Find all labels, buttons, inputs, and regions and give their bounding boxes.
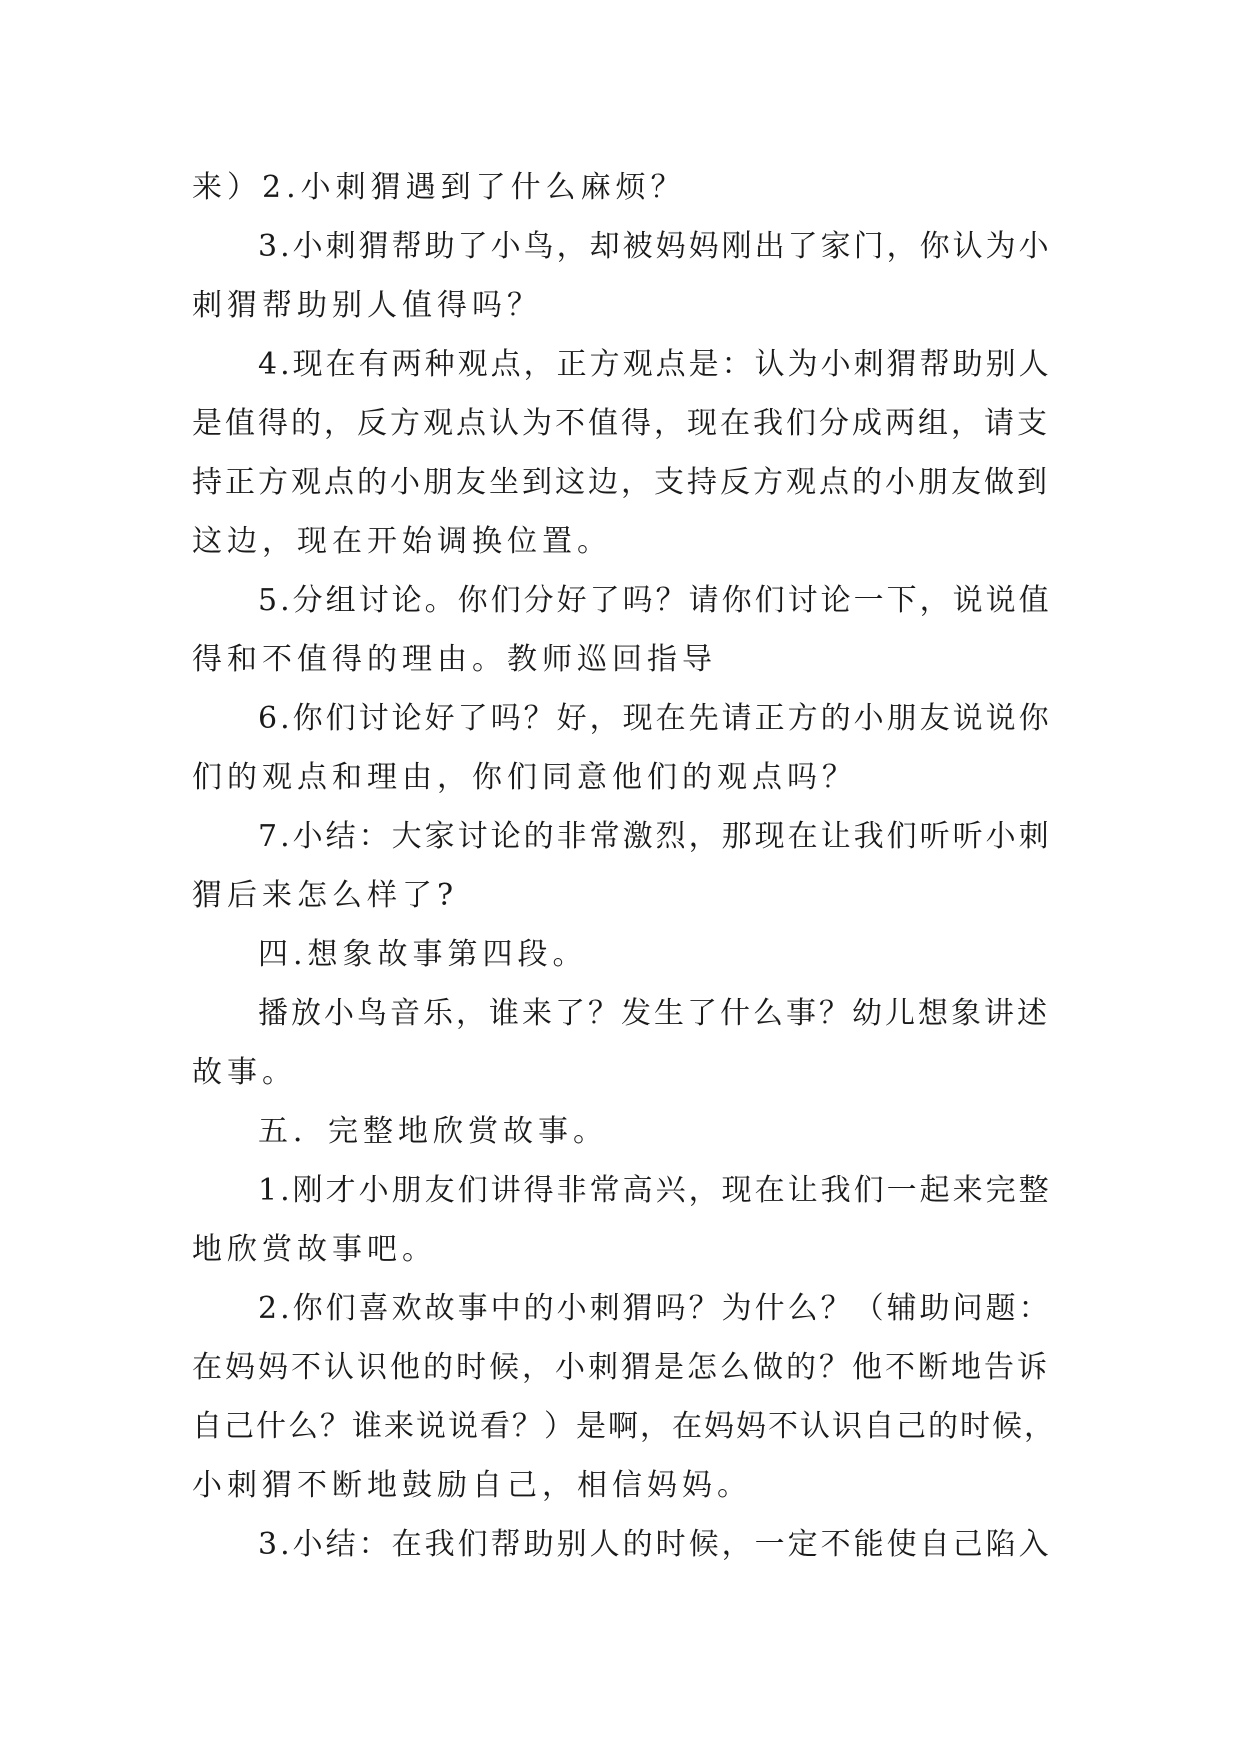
- text-line: 5.分组讨论。你们分好了吗？请你们讨论一下，说说值: [258, 583, 1052, 618]
- text-line: 得和不值得的理由。教师巡回指导: [192, 642, 717, 677]
- text-line: 持正方观点的小朋友坐到这边，支持反方观点的小朋友做到: [192, 465, 1050, 500]
- text-line: 故事。: [192, 1055, 297, 1090]
- text-line: 7.小结：大家讨论的非常激烈，那现在让我们听听小刺: [258, 819, 1052, 854]
- text-line: 四.想象故事第四段。: [258, 937, 588, 972]
- text-line: 播放小鸟音乐，谁来了？发生了什么事？幼儿想象讲述: [258, 996, 1050, 1031]
- text-line: 1.刚才小朋友们讲得非常高兴，现在让我们一起来完整: [258, 1173, 1052, 1208]
- text-line: 小刺猬不断地鼓励自己，相信妈妈。: [192, 1468, 752, 1503]
- text-line: 来）2.小刺猬遇到了什么麻烦？: [192, 170, 686, 205]
- text-line: 自己什么？谁来说说看？）是啊，在妈妈不认识自己的时候，: [192, 1409, 1056, 1444]
- text-line: 这边，现在开始调换位置。: [192, 524, 612, 559]
- text-line: 刺猬帮助别人值得吗？: [192, 288, 542, 323]
- text-line: 猬后来怎么样了?: [192, 878, 459, 913]
- text-line: 们的观点和理由，你们同意他们的观点吗？: [192, 760, 857, 795]
- text-line: 是值得的，反方观点认为不值得，现在我们分成两组，请支: [192, 406, 1050, 441]
- text-line: 6.你们讨论好了吗？好，现在先请正方的小朋友说说你: [258, 701, 1052, 736]
- text-line: 五．完整地欣赏故事。: [258, 1114, 608, 1149]
- text-line: 4.现在有两种观点，正方观点是：认为小刺猬帮助别人: [258, 347, 1052, 382]
- text-line: 地欣赏故事吧。: [192, 1232, 437, 1267]
- text-line: 在妈妈不认识他的时候，小刺猬是怎么做的？他不断地告诉: [192, 1350, 1050, 1385]
- text-line: 3.小结：在我们帮助别人的时候，一定不能使自己陷入: [258, 1527, 1052, 1562]
- text-line: 3.小刺猬帮助了小鸟，却被妈妈刚出了家门，你认为小: [258, 229, 1052, 264]
- text-line: 2.你们喜欢故事中的小刺猬吗？为什么？（辅助问题：: [258, 1291, 1052, 1326]
